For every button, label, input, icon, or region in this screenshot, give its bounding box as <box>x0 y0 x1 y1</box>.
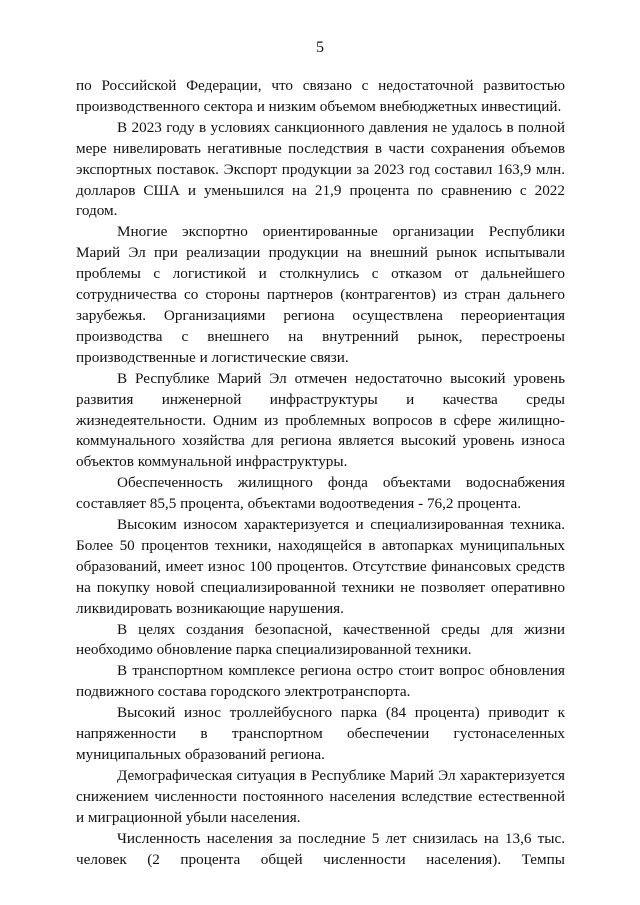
paragraph-trolleybus: Высокий износ троллейбусного парка (84 процента) приводит к напряженности в транспортном обеспечении густонаселенных муниципальных образований региона. <box>76 704 565 763</box>
paragraph-export-2023: В 2023 году в условиях санкционного давления не удалось в полной мере нивелировать негативные последствия в части сохранения объемов экспортных поставок. Экспорт продукции за 2023 год составил 163,9 млн. долларов США и уменьшился на 21,9 процента по сравнению с 2022 годом. <box>76 118 565 220</box>
paragraph-continued: по Российской Федерации, что связано с недостаточной развитостью производственного сектора и низким объемом внебюджетных инвестиций. <box>76 77 565 115</box>
document-body <box>76 76 565 870</box>
paragraph-infrastructure: В Республике Марий Эл отмечен недостаточно высокий уровень развития инженерной инфраструктуры и качества среды жизнедеятельности. Одним из проблемных вопросов в сфере жилищно-коммунального хозяйства для региона является высокий уровень износа объектов коммунальной инфраструктуры. <box>76 369 565 471</box>
paragraph-population: Численность населения за последние 5 лет снизилась на 13,6 тыс. человек (2 процента общей численности населения). Темпы <box>76 829 565 868</box>
page-number: 5 <box>316 39 324 56</box>
paragraph-demography: Демографическая ситуация в Республике Марий Эл характеризуется снижением численности постоянного населения вследствие естественной и миграционной убыли населения. <box>76 766 565 826</box>
paragraph-water-supply: Обеспеченность жилищного фонда объектами водоснабжения составляет 85,5 процента, объектами водоотведения - 76,2 процента. <box>76 474 565 513</box>
paragraph-export-organizations: Многие экспортно ориентированные организации Республики Марий Эл при реализации продукции на внешний рынок испытывали проблемы с логистикой и столкнулись с отказом от дальнейшего сотрудничества со стороны партнеров (контрагентов) из стран дальнего зарубежья. Организациями региона осуществлена переориентация производства с внешнего на внутренний рынок, перестроены производственные и логистические связи. <box>76 223 565 366</box>
paragraph-equipment-renewal: В целях создания безопасной, качественной среды для жизни необходимо обновление парка специализированной техники. <box>76 620 565 659</box>
paragraph-special-equipment: Высоким износом характеризуется и специализированная техника. Более 50 процентов техники, находящейся в автопарках муниципальных образований, имеет износ 100 процентов. Отсутствие финансовых средств на покупку новой специализированной техники не позволяет оперативно ликвидировать возникающие нарушения. <box>76 516 565 617</box>
paragraph-transport: В транспортном комплексе региона остро стоит вопрос обновления подвижного состава городского электротранспорта. <box>76 662 565 701</box>
